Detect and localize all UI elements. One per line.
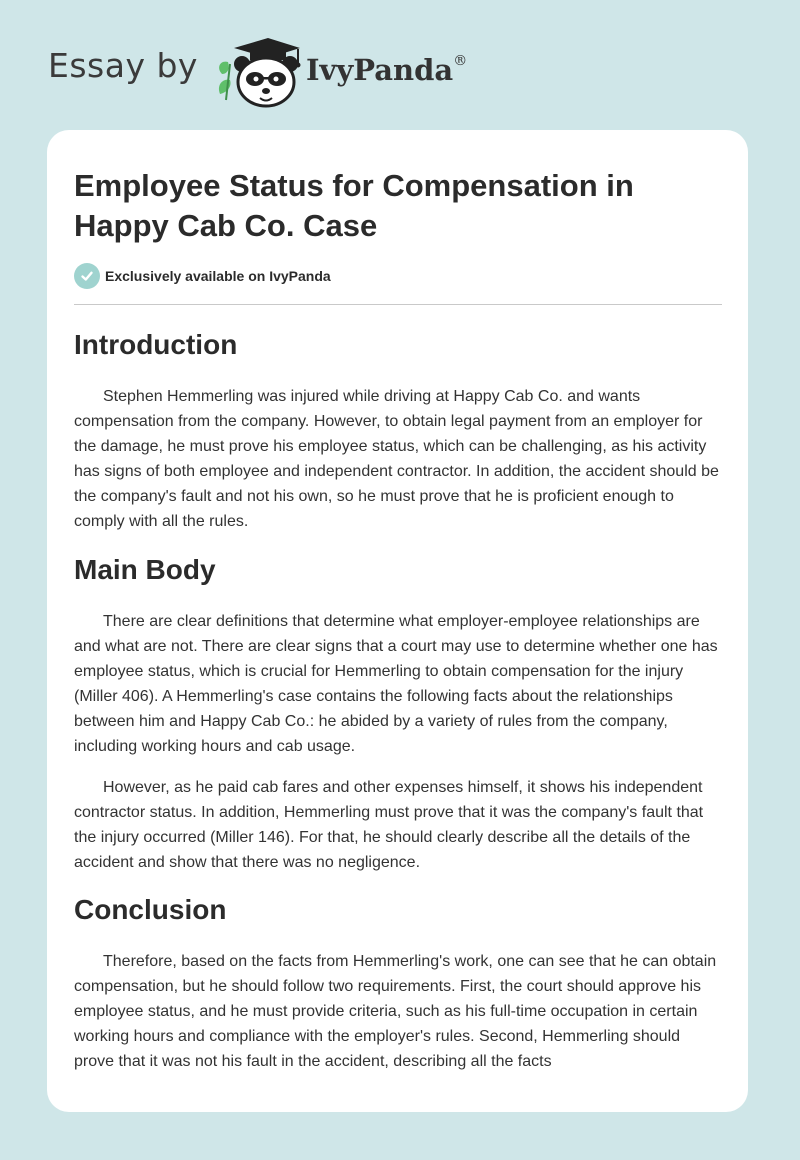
essay-card (47, 130, 748, 1112)
exclusive-badge-text: Exclusively available on IvyPanda (105, 268, 331, 284)
section-heading-conclusion: Conclusion (74, 894, 227, 925)
essay-by-label: Essay by (48, 45, 198, 85)
section-heading-main-body: Main Body (74, 554, 216, 585)
paragraph: Therefore, based on the facts from Hemmerling's work, one can see that he can obtain compensation, but he should follow two requirements. First, the court should approve his employee status, and he must provide criteria, such as his full-time occupation in certain working hours and compliance with the employer's rules. Second, Hemmerling should prove that it was not his fault in the accident, describing all the facts (74, 953, 717, 1070)
page-title: Employee Status for Compensation in Happy Cab Co. Case (74, 168, 634, 243)
essay-content (74, 130, 722, 1074)
panda-logo-icon[interactable] (210, 34, 302, 110)
exclusive-badge (74, 263, 722, 289)
paragraph: There are clear definitions that determine what employer-employee relationships are and what are not. There are clear signs that a court may use to determine whether one has employee status, which is crucial for Hemmerling to obtain compensation for the injury (Miller 406). A Hemmerling's case contains the following facts about the relationships between him and Happy Cab Co.: he abided by a variety of rules from the company, including working hours and cab usage. (74, 613, 718, 755)
section-heading-introduction: Introduction (74, 329, 238, 360)
paragraph: However, as he paid cab fares and other expenses himself, it shows his independent contractor status. In addition, Hemmerling must prove that it was the company's fault that the injury occurred (Miller 146). For that, he should clearly describe all the details of the accident and show that there was no negligence. (74, 779, 704, 871)
paragraph: Stephen Hemmerling was injured while driving at Happy Cab Co. and wants compensation from the company. However, to obtain legal payment from an employer for the damage, he must prove his employee status, which can be challenging, as his activity has signs of both employee and independent contractor. In addition, the accident should be the company's fault and not his own, so he must prove that he is proficient enough to comply with all the rules. (74, 388, 719, 530)
registered-mark: ® (453, 53, 468, 70)
check-icon (74, 263, 100, 289)
site-header (48, 34, 508, 110)
brand-name[interactable]: IvyPanda® (305, 53, 468, 87)
divider (74, 304, 722, 305)
